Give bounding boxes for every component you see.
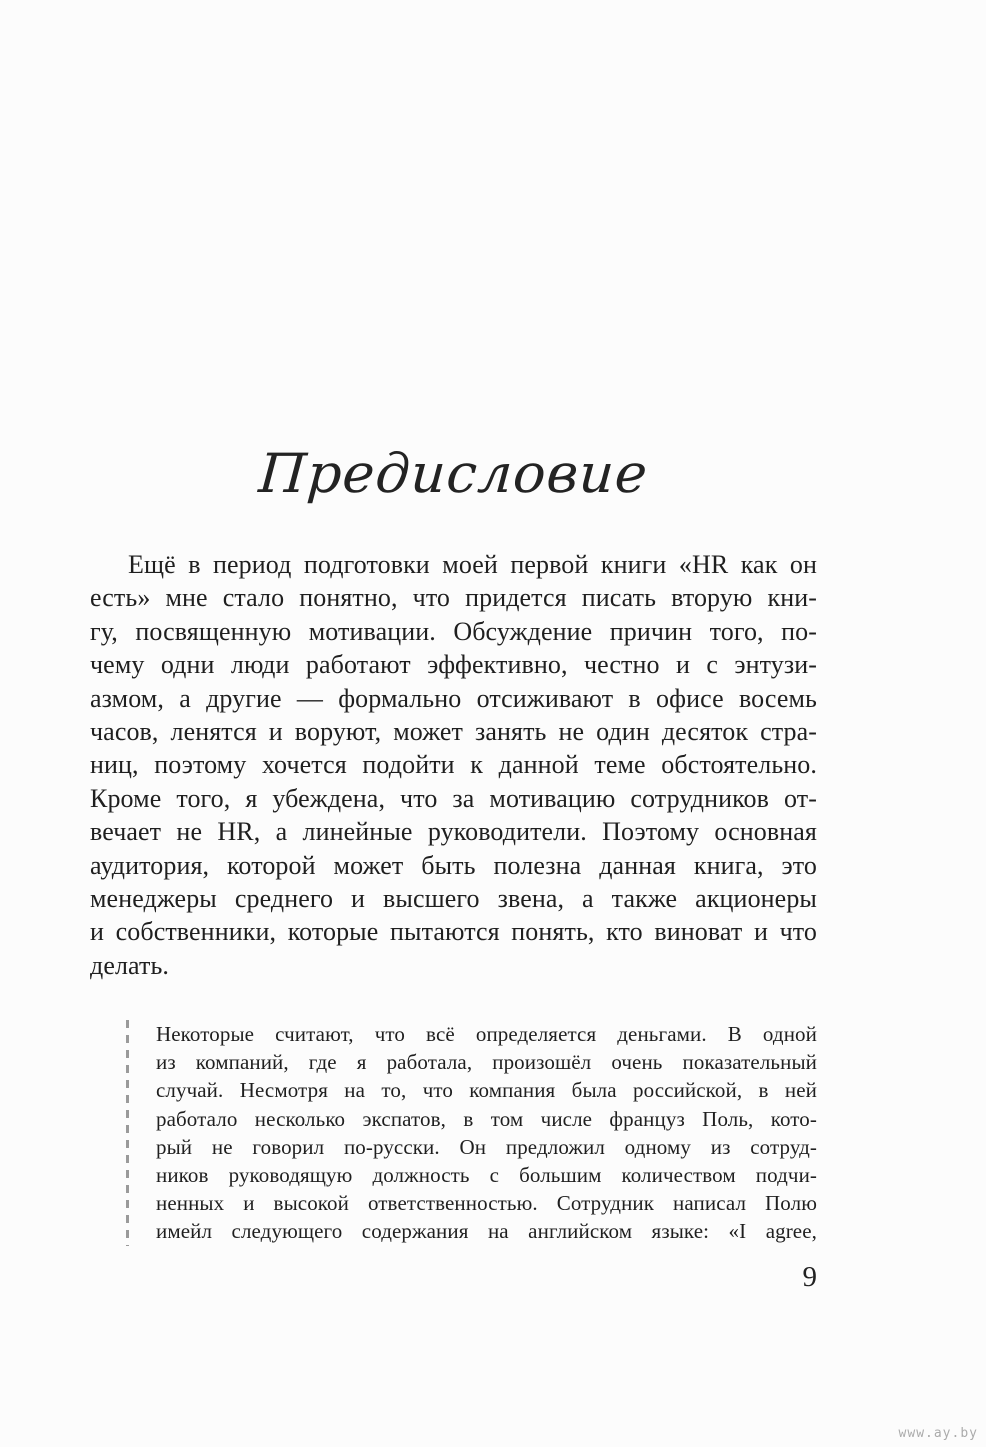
paragraph-line: Ещё в период подготовки моей первой книги «HR как он — [128, 550, 817, 579]
watermark: www.ay.by — [898, 1426, 978, 1441]
paragraph-line: менеджеры среднего и высшего звена, а также акционеры — [90, 884, 817, 914]
paragraph-line: чему одни люди работают эффективно, честно и с энтузи- — [90, 650, 817, 680]
quote-line: ников руководящую должность с большим количеством подчи- — [156, 1163, 817, 1188]
chapter-heading: Предисловие — [256, 442, 651, 505]
intro-paragraph — [90, 548, 817, 982]
quote-line: имейл следующего содержания на английском языке: «I agree, — [156, 1219, 817, 1244]
paragraph-line: Кроме того, я убеждена, что за мотивацию сотрудников от- — [90, 783, 817, 813]
quote-line: Некоторые считают, что всё определяется деньгами. В одной — [156, 1022, 817, 1046]
paragraph-line: часов, ленятся и воруют, может занять не один десяток стра- — [90, 717, 817, 747]
paragraph-line: гу, посвященную мотивации. Обсуждение причин того, по- — [90, 616, 817, 646]
paragraph-line: вечает не HR, а линейные руководители. Поэтому основная — [90, 817, 817, 847]
paragraph-line: ниц, поэтому хочется подойти к данной теме обстоятельно. — [90, 750, 817, 780]
quote-line: работало несколько экспатов, в том числе француз Поль, кото- — [156, 1106, 817, 1131]
paragraph-line: делать. — [90, 950, 170, 980]
quote-line: рый не говорил по-русски. Он предложил одному из сотруд- — [156, 1134, 817, 1159]
quote-dashed-rule — [126, 1020, 129, 1246]
quote-line: случай. Несмотря на то, что компания была российской, в ней — [156, 1078, 817, 1103]
quote-text — [156, 1020, 817, 1246]
paragraph-line: аудитория, которой может быть полезна данная книга, это — [90, 850, 817, 880]
quote-line: из компаний, где я работала, произошёл очень показательный — [156, 1050, 817, 1075]
page-number: 9 — [802, 1261, 817, 1293]
blockquote — [126, 1020, 817, 1246]
paragraph-line: азмом, а другие — формально отсиживают в офисе восемь — [90, 683, 817, 713]
paragraph-line: и собственники, которые пытаются понять, кто виноват и что — [90, 917, 817, 947]
paragraph-line: есть» мне стало понятно, что придется писать вторую кни- — [90, 583, 817, 613]
quote-line: ненных и высокой ответственностью. Сотрудник написал Полю — [156, 1191, 817, 1216]
